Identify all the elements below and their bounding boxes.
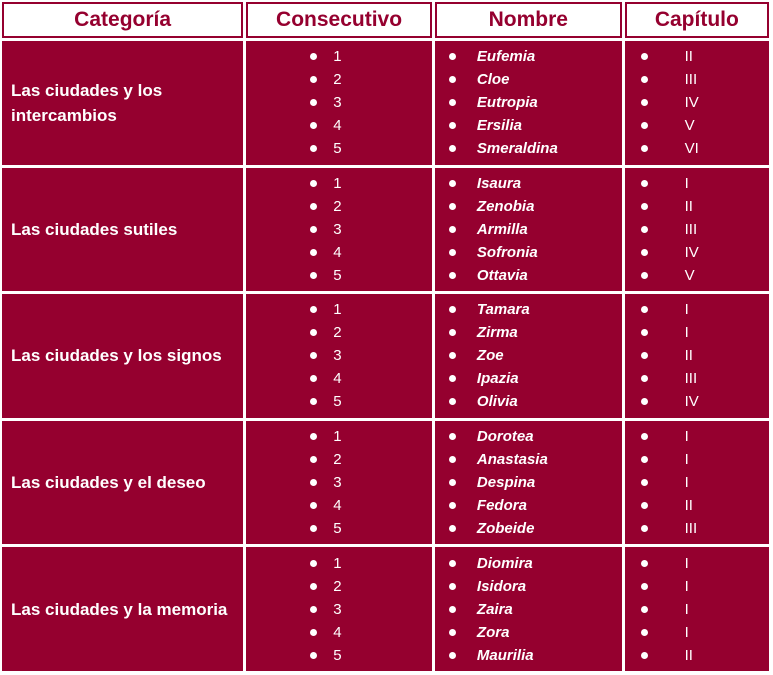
category-cell: Las ciudades y el deseo — [2, 421, 243, 545]
bullet-icon — [449, 122, 456, 129]
chapter-value: VI — [684, 140, 699, 158]
chapter-value: V — [684, 266, 695, 284]
number-value: 2 — [333, 71, 342, 89]
list-item — [435, 218, 622, 241]
list-item — [246, 344, 432, 367]
bullet-icon — [310, 329, 317, 336]
list-item — [625, 241, 769, 264]
bullet-icon — [641, 53, 648, 60]
city-name-list — [435, 45, 622, 160]
list-item — [435, 241, 622, 264]
number-value-list — [246, 425, 432, 540]
list-item — [625, 298, 769, 321]
bullet-icon — [641, 272, 648, 279]
header-row — [2, 2, 769, 38]
number-value: 3 — [333, 347, 342, 365]
table-body — [2, 41, 769, 671]
bullet-icon — [449, 226, 456, 233]
list-item — [246, 471, 432, 494]
list-item — [246, 218, 432, 241]
list-item — [246, 575, 432, 598]
bullet-icon — [641, 352, 648, 359]
bullet-icon — [310, 652, 317, 659]
chapter-value: I — [684, 600, 689, 618]
city-name: Ersilia — [476, 117, 522, 135]
bullet-icon — [641, 375, 648, 382]
city-name: Eufemia — [476, 48, 536, 66]
number-value: 4 — [333, 497, 342, 515]
bullet-icon — [449, 652, 456, 659]
bullet-icon — [449, 456, 456, 463]
name-cell — [435, 294, 622, 418]
list-item — [625, 114, 769, 137]
chapter-value: II — [684, 197, 693, 215]
city-name: Ipazia — [476, 370, 519, 388]
chapter-value: I — [684, 577, 689, 595]
list-item — [435, 494, 622, 517]
chapter-value: I — [684, 428, 689, 446]
bullet-icon — [449, 249, 456, 256]
chapter-cell — [625, 41, 769, 165]
list-item — [435, 172, 622, 195]
number-value: 2 — [333, 451, 342, 469]
city-name: Zobeide — [476, 520, 535, 538]
bullet-icon — [449, 76, 456, 83]
list-item — [246, 621, 432, 644]
number-value: 4 — [333, 370, 342, 388]
bullet-icon — [641, 456, 648, 463]
list-item — [246, 598, 432, 621]
number-value: 4 — [333, 243, 342, 261]
header-number: Consecutivo — [246, 2, 432, 38]
header-chapter: Capítulo — [625, 2, 769, 38]
list-item — [435, 298, 622, 321]
number-value: 3 — [333, 474, 342, 492]
bullet-icon — [641, 560, 648, 567]
name-cell — [435, 41, 622, 165]
city-name: Zora — [476, 623, 510, 641]
bullet-icon — [449, 375, 456, 382]
chapter-value: I — [684, 623, 689, 641]
city-name: Tamara — [476, 301, 530, 319]
bullet-icon — [641, 226, 648, 233]
city-name-list — [435, 298, 622, 413]
city-name: Maurilia — [476, 646, 534, 664]
bullet-icon — [449, 99, 456, 106]
bullet-icon — [641, 329, 648, 336]
number-value: 4 — [333, 117, 342, 135]
city-name: Diomira — [476, 554, 533, 572]
bullet-icon — [310, 560, 317, 567]
number-value: 5 — [333, 140, 342, 158]
list-item — [625, 218, 769, 241]
city-name: Isaura — [476, 174, 522, 192]
list-item — [625, 425, 769, 448]
bullet-icon — [310, 203, 317, 210]
table-row — [2, 294, 769, 418]
list-item — [435, 552, 622, 575]
bullet-icon — [310, 226, 317, 233]
number-value: 3 — [333, 94, 342, 112]
list-item — [625, 264, 769, 287]
chapter-value: III — [684, 520, 698, 538]
bullet-icon — [449, 433, 456, 440]
bullet-icon — [449, 272, 456, 279]
bullet-icon — [310, 99, 317, 106]
bullet-icon — [310, 433, 317, 440]
chapter-value-list — [625, 425, 769, 540]
list-item — [435, 137, 622, 160]
bullet-icon — [641, 180, 648, 187]
number-cell — [246, 41, 432, 165]
list-item — [625, 91, 769, 114]
list-item — [625, 621, 769, 644]
table-row — [2, 41, 769, 165]
list-item — [435, 114, 622, 137]
number-value: 2 — [333, 324, 342, 342]
list-item — [625, 137, 769, 160]
bullet-icon — [310, 352, 317, 359]
bullet-icon — [449, 398, 456, 405]
number-value: 5 — [333, 520, 342, 538]
bullet-icon — [641, 76, 648, 83]
chapter-value: I — [684, 474, 689, 492]
chapter-cell — [625, 168, 769, 292]
bullet-icon — [310, 525, 317, 532]
chapter-value: II — [684, 347, 693, 365]
city-name: Isidora — [476, 577, 527, 595]
list-item — [246, 45, 432, 68]
city-name: Zirma — [476, 324, 518, 342]
category-cell: Las ciudades sutiles — [2, 168, 243, 292]
bullet-icon — [310, 249, 317, 256]
number-value-list — [246, 298, 432, 413]
list-item — [246, 172, 432, 195]
list-item — [625, 517, 769, 540]
city-name: Fedora — [476, 497, 527, 515]
list-item — [435, 344, 622, 367]
bullet-icon — [449, 606, 456, 613]
name-cell — [435, 168, 622, 292]
number-value-list — [246, 552, 432, 667]
list-item — [246, 494, 432, 517]
list-item — [435, 45, 622, 68]
chapter-value: III — [684, 370, 698, 388]
chapter-value: IV — [684, 393, 699, 411]
number-cell — [246, 168, 432, 292]
list-item — [625, 321, 769, 344]
chapter-value: V — [684, 117, 695, 135]
list-item — [625, 598, 769, 621]
bullet-icon — [310, 272, 317, 279]
list-item — [435, 264, 622, 287]
bullet-icon — [449, 306, 456, 313]
list-item — [625, 45, 769, 68]
list-item — [246, 114, 432, 137]
number-cell — [246, 421, 432, 545]
list-item — [625, 552, 769, 575]
list-item — [625, 644, 769, 667]
table-row — [2, 547, 769, 671]
bullet-icon — [641, 145, 648, 152]
bullet-icon — [310, 76, 317, 83]
list-item — [435, 425, 622, 448]
list-item — [246, 91, 432, 114]
number-value: 2 — [333, 577, 342, 595]
city-name: Armilla — [476, 220, 528, 238]
chapter-value: II — [684, 48, 693, 66]
bullet-icon — [641, 525, 648, 532]
bullet-icon — [449, 352, 456, 359]
list-item — [246, 195, 432, 218]
bullet-icon — [449, 53, 456, 60]
number-value-list — [246, 172, 432, 287]
bullet-icon — [310, 502, 317, 509]
bullet-icon — [310, 583, 317, 590]
chapter-value-list — [625, 552, 769, 667]
list-item — [625, 448, 769, 471]
list-item — [435, 195, 622, 218]
name-cell — [435, 547, 622, 671]
list-item — [435, 91, 622, 114]
header-name: Nombre — [435, 2, 622, 38]
number-value: 5 — [333, 393, 342, 411]
bullet-icon — [310, 306, 317, 313]
bullet-icon — [310, 145, 317, 152]
list-item — [625, 390, 769, 413]
chapter-value-list — [625, 45, 769, 160]
city-name: Cloe — [476, 71, 510, 89]
city-name: Zaira — [476, 600, 513, 618]
list-item — [435, 471, 622, 494]
bullet-icon — [310, 479, 317, 486]
list-item — [625, 195, 769, 218]
city-name: Zoe — [476, 347, 504, 365]
list-item — [246, 517, 432, 540]
chapter-value: IV — [684, 94, 699, 112]
bullet-icon — [310, 53, 317, 60]
city-name: Sofronia — [476, 243, 538, 261]
header-category: Categoría — [2, 2, 243, 38]
list-item — [625, 471, 769, 494]
number-value: 5 — [333, 646, 342, 664]
number-value: 3 — [333, 220, 342, 238]
city-name-list — [435, 425, 622, 540]
chapter-value: I — [684, 174, 689, 192]
city-name-list — [435, 172, 622, 287]
chapter-value: I — [684, 301, 689, 319]
number-cell — [246, 547, 432, 671]
city-name: Ottavia — [476, 266, 528, 284]
list-item — [246, 367, 432, 390]
number-cell — [246, 294, 432, 418]
list-item — [246, 552, 432, 575]
chapter-value: III — [684, 220, 698, 238]
chapter-value: IV — [684, 243, 699, 261]
city-name: Dorotea — [476, 428, 534, 446]
bullet-icon — [641, 306, 648, 313]
list-item — [625, 494, 769, 517]
chapter-cell — [625, 421, 769, 545]
number-value: 1 — [333, 554, 342, 572]
bullet-icon — [641, 99, 648, 106]
number-value-list — [246, 45, 432, 160]
city-name: Anastasia — [476, 451, 548, 469]
bullet-icon — [449, 180, 456, 187]
bullet-icon — [310, 375, 317, 382]
category-cell: Las ciudades y los intercambios — [2, 41, 243, 165]
list-item — [435, 644, 622, 667]
bullet-icon — [310, 606, 317, 613]
table-row — [2, 168, 769, 292]
list-item — [435, 367, 622, 390]
bullet-icon — [641, 606, 648, 613]
list-item — [246, 264, 432, 287]
number-value: 1 — [333, 174, 342, 192]
chapter-value: I — [684, 324, 689, 342]
chapter-cell — [625, 547, 769, 671]
list-item — [246, 241, 432, 264]
list-item — [246, 390, 432, 413]
number-value: 2 — [333, 197, 342, 215]
bullet-icon — [449, 329, 456, 336]
bullet-icon — [310, 122, 317, 129]
list-item — [246, 425, 432, 448]
bullet-icon — [310, 180, 317, 187]
city-name: Olivia — [476, 393, 518, 411]
bullet-icon — [641, 652, 648, 659]
bullet-icon — [641, 433, 648, 440]
list-item — [246, 644, 432, 667]
category-cell: Las ciudades y la memoria — [2, 547, 243, 671]
number-value: 1 — [333, 301, 342, 319]
bullet-icon — [449, 203, 456, 210]
bullet-icon — [449, 525, 456, 532]
list-item — [625, 344, 769, 367]
chapter-value: II — [684, 646, 693, 664]
list-item — [435, 517, 622, 540]
list-item — [625, 172, 769, 195]
category-cell: Las ciudades y los signos — [2, 294, 243, 418]
chapter-value: III — [684, 71, 698, 89]
bullet-icon — [641, 502, 648, 509]
table-row — [2, 421, 769, 545]
chapter-value-list — [625, 298, 769, 413]
bullet-icon — [449, 629, 456, 636]
number-value: 3 — [333, 600, 342, 618]
city-name-list — [435, 552, 622, 667]
list-item — [435, 621, 622, 644]
bullet-icon — [449, 502, 456, 509]
name-cell — [435, 421, 622, 545]
list-item — [246, 448, 432, 471]
chapter-value: II — [684, 497, 693, 515]
chapter-cell — [625, 294, 769, 418]
bullet-icon — [641, 249, 648, 256]
list-item — [435, 68, 622, 91]
city-name: Despina — [476, 474, 536, 492]
bullet-icon — [641, 122, 648, 129]
list-item — [246, 68, 432, 91]
bullet-icon — [641, 479, 648, 486]
list-item — [246, 137, 432, 160]
number-value: 5 — [333, 266, 342, 284]
bullet-icon — [449, 560, 456, 567]
list-item — [435, 575, 622, 598]
list-item — [435, 448, 622, 471]
bullet-icon — [310, 456, 317, 463]
list-item — [246, 298, 432, 321]
bullet-icon — [449, 145, 456, 152]
chapter-value: I — [684, 554, 689, 572]
bullet-icon — [641, 398, 648, 405]
number-value: 1 — [333, 428, 342, 446]
bullet-icon — [641, 629, 648, 636]
bullet-icon — [310, 398, 317, 405]
bullet-icon — [641, 203, 648, 210]
city-name: Eutropia — [476, 94, 538, 112]
bullet-icon — [449, 583, 456, 590]
list-item — [435, 390, 622, 413]
list-item — [435, 598, 622, 621]
list-item — [625, 367, 769, 390]
chapter-value-list — [625, 172, 769, 287]
city-name: Smeraldina — [476, 140, 558, 158]
list-item — [435, 321, 622, 344]
bullet-icon — [310, 629, 317, 636]
number-value: 4 — [333, 623, 342, 641]
list-item — [625, 575, 769, 598]
list-item — [625, 68, 769, 91]
list-item — [246, 321, 432, 344]
city-name: Zenobia — [476, 197, 535, 215]
bullet-icon — [449, 479, 456, 486]
bullet-icon — [641, 583, 648, 590]
chapter-value: I — [684, 451, 689, 469]
number-value: 1 — [333, 48, 342, 66]
